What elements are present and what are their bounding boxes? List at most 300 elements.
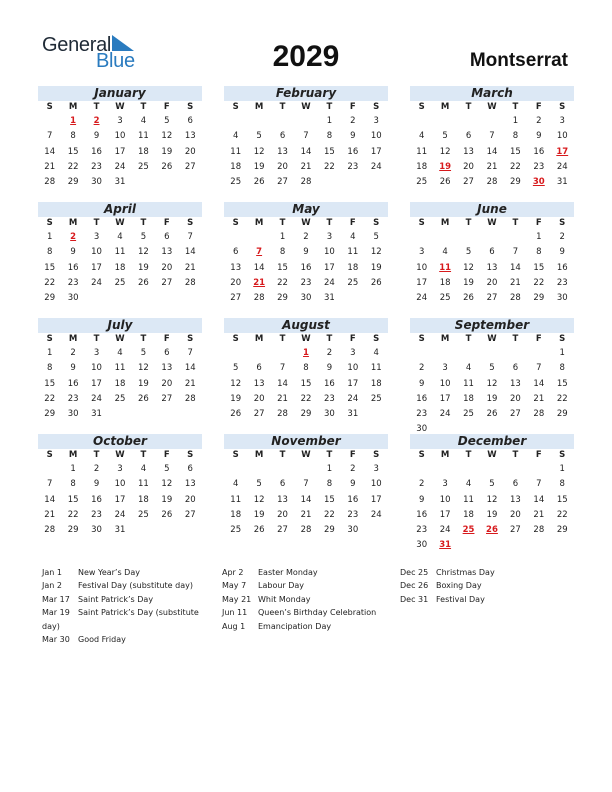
day-cell: 28 bbox=[509, 293, 521, 304]
day-cell: 1 bbox=[47, 232, 53, 242]
day-cell: 25 bbox=[370, 393, 382, 404]
holiday-name: Queen’s Birthday Celebration bbox=[258, 608, 377, 618]
day-cell: 2 bbox=[303, 232, 309, 242]
day-cell: 9 bbox=[419, 378, 425, 389]
day-cell: 21 bbox=[44, 161, 56, 172]
holiday-day-cell: 7 bbox=[256, 247, 263, 258]
week-row bbox=[38, 261, 202, 276]
day-cell bbox=[132, 407, 155, 422]
holiday-day-cell: 2 bbox=[70, 232, 77, 242]
day-cell: 18 bbox=[114, 378, 126, 389]
day-cell: 5 bbox=[489, 363, 495, 374]
day-cell: 3 bbox=[117, 464, 123, 474]
holiday-day-cell: 1 bbox=[303, 348, 309, 358]
country-name: Montserrat bbox=[469, 50, 568, 71]
day-cell: 24 bbox=[416, 293, 428, 304]
week-row bbox=[224, 129, 388, 144]
weekday-label: S bbox=[559, 102, 566, 112]
day-cell: 10 bbox=[439, 494, 451, 505]
weekday-label: S bbox=[187, 102, 194, 112]
day-cell: 10 bbox=[347, 363, 359, 374]
day-cell: 10 bbox=[323, 247, 335, 258]
week-row bbox=[410, 245, 574, 260]
day-cell: 12 bbox=[253, 146, 265, 157]
weekday-header-row bbox=[38, 101, 202, 114]
day-cell: 8 bbox=[279, 247, 286, 258]
weekday-label: M bbox=[440, 334, 450, 344]
weekday-label: T bbox=[93, 450, 100, 460]
day-cell: 31 bbox=[114, 525, 126, 536]
day-cell: 19 bbox=[161, 146, 173, 157]
day-cell: 31 bbox=[91, 409, 102, 420]
day-cell bbox=[504, 538, 527, 553]
day-cell: 1 bbox=[70, 464, 76, 474]
day-cell: 23 bbox=[347, 509, 359, 520]
weekday-label: S bbox=[418, 450, 425, 460]
day-cell: 14 bbox=[300, 146, 312, 157]
weekday-label: F bbox=[163, 450, 170, 460]
day-cell: 7 bbox=[279, 363, 286, 374]
day-cell bbox=[224, 346, 247, 361]
day-cell: 27 bbox=[486, 293, 498, 304]
day-cell: 16 bbox=[347, 146, 359, 157]
day-cell: 12 bbox=[486, 494, 498, 505]
day-cell: 20 bbox=[277, 509, 288, 520]
day-cell: 16 bbox=[556, 262, 568, 273]
weekday-label: S bbox=[418, 218, 425, 228]
day-cell bbox=[271, 114, 294, 129]
day-cell: 22 bbox=[44, 277, 56, 288]
weekday-label: W bbox=[115, 450, 125, 460]
day-cell bbox=[433, 462, 456, 477]
day-cell: 4 bbox=[465, 479, 472, 490]
holiday-date: Apr 2 bbox=[222, 568, 244, 577]
day-cell: 20 bbox=[161, 262, 173, 273]
month-may bbox=[224, 202, 388, 306]
day-cell: 31 bbox=[347, 409, 359, 420]
day-cell: 28 bbox=[486, 177, 498, 188]
week-row bbox=[224, 462, 388, 477]
weekday-label: F bbox=[535, 334, 542, 344]
holiday-date: Jan 2 bbox=[42, 581, 62, 591]
day-cell: 11 bbox=[370, 363, 382, 374]
day-cell: 22 bbox=[300, 393, 312, 404]
day-cell bbox=[480, 462, 503, 477]
weekday-label: W bbox=[301, 334, 311, 344]
day-cell: 15 bbox=[300, 378, 312, 389]
day-cell: 6 bbox=[164, 232, 170, 242]
day-cell: 11 bbox=[230, 494, 242, 505]
day-cell: 14 bbox=[44, 146, 56, 157]
day-cell: 13 bbox=[463, 146, 474, 157]
day-cell bbox=[341, 175, 364, 190]
day-cell: 26 bbox=[439, 177, 451, 188]
day-cell: 14 bbox=[44, 494, 56, 505]
day-cell: 18 bbox=[137, 146, 149, 157]
day-cell: 30 bbox=[300, 293, 312, 304]
day-cell: 9 bbox=[350, 131, 356, 142]
month-title: February bbox=[224, 86, 388, 101]
weekday-label: T bbox=[140, 102, 147, 112]
day-cell bbox=[155, 407, 178, 422]
day-cell: 19 bbox=[161, 494, 173, 505]
weekday-label: F bbox=[163, 218, 170, 228]
day-cell: 30 bbox=[323, 409, 335, 420]
holiday-date: Dec 25 bbox=[400, 568, 429, 577]
weekday-header-row bbox=[38, 449, 202, 462]
week-row bbox=[38, 145, 202, 160]
holiday-date: Dec 31 bbox=[400, 594, 429, 604]
day-cell bbox=[38, 462, 61, 477]
day-cell: 1 bbox=[326, 464, 333, 474]
week-row bbox=[410, 392, 574, 407]
day-cell: 29 bbox=[556, 409, 568, 420]
day-cell: 27 bbox=[253, 409, 265, 420]
weekday-label: W bbox=[487, 450, 497, 460]
day-cell bbox=[224, 462, 247, 477]
day-cell: 24 bbox=[556, 161, 568, 172]
day-cell: 13 bbox=[509, 378, 521, 389]
day-cell: 13 bbox=[277, 146, 288, 157]
month-october bbox=[38, 434, 202, 538]
day-cell: 24 bbox=[439, 525, 451, 536]
weekday-label: M bbox=[68, 450, 78, 460]
day-cell: 27 bbox=[184, 509, 196, 520]
week-row bbox=[410, 493, 574, 508]
day-cell: 23 bbox=[67, 393, 79, 404]
day-cell: 9 bbox=[559, 247, 565, 258]
weekday-label: T bbox=[326, 102, 333, 112]
day-cell: 28 bbox=[184, 393, 196, 404]
weekday-label: T bbox=[326, 450, 333, 460]
day-cell: 9 bbox=[93, 131, 100, 142]
day-cell: 12 bbox=[463, 262, 474, 273]
day-cell: 3 bbox=[559, 116, 565, 126]
day-cell: 4 bbox=[233, 479, 239, 490]
day-cell: 10 bbox=[91, 247, 102, 258]
day-cell: 15 bbox=[67, 494, 79, 505]
week-row bbox=[224, 361, 388, 376]
month-title: May bbox=[224, 202, 388, 217]
day-cell: 25 bbox=[230, 525, 242, 536]
holiday-name: Easter Monday bbox=[258, 568, 318, 577]
day-cell: 9 bbox=[70, 247, 76, 258]
day-cell: 15 bbox=[67, 146, 79, 157]
month-title: August bbox=[224, 318, 388, 333]
day-cell: 3 bbox=[350, 348, 356, 358]
weekday-label: W bbox=[301, 450, 311, 460]
holiday-date: Mar 30 bbox=[42, 635, 70, 645]
day-cell: 1 bbox=[512, 116, 519, 126]
day-cell: 24 bbox=[370, 509, 382, 520]
weekday-label: F bbox=[163, 334, 170, 344]
day-cell: 9 bbox=[350, 479, 356, 490]
day-cell: 8 bbox=[536, 247, 542, 258]
day-cell: 29 bbox=[44, 293, 56, 304]
holiday-entry bbox=[400, 579, 495, 592]
holiday-name: Whit Monday bbox=[258, 594, 311, 604]
week-row bbox=[38, 377, 202, 392]
weekday-header-row bbox=[410, 449, 574, 462]
day-cell bbox=[410, 346, 433, 361]
day-cell: 19 bbox=[253, 509, 265, 520]
day-cell: 8 bbox=[70, 131, 76, 142]
day-cell: 24 bbox=[114, 509, 126, 520]
day-cell: 28 bbox=[533, 409, 545, 420]
day-cell: 11 bbox=[114, 363, 126, 374]
day-cell: 16 bbox=[416, 509, 428, 520]
day-cell bbox=[480, 346, 503, 361]
day-cell bbox=[132, 175, 155, 190]
month-july bbox=[38, 318, 202, 422]
day-cell: 10 bbox=[114, 131, 126, 142]
day-cell: 22 bbox=[509, 161, 521, 172]
week-row bbox=[38, 129, 202, 144]
week-row bbox=[38, 245, 202, 260]
week-row bbox=[410, 175, 574, 190]
day-cell: 30 bbox=[556, 293, 568, 304]
day-cell: 11 bbox=[137, 131, 149, 142]
day-cell: 8 bbox=[512, 131, 519, 142]
day-cell: 17 bbox=[91, 262, 102, 273]
day-cell: 16 bbox=[300, 262, 312, 273]
weekday-label: T bbox=[279, 218, 286, 228]
day-cell: 11 bbox=[347, 247, 359, 258]
week-row bbox=[410, 129, 574, 144]
day-cell: 12 bbox=[137, 247, 149, 258]
day-cell: 28 bbox=[44, 177, 56, 188]
holiday-entry bbox=[222, 593, 376, 606]
day-cell: 30 bbox=[67, 409, 79, 420]
day-cell: 23 bbox=[416, 409, 428, 420]
day-cell: 1 bbox=[559, 464, 565, 474]
day-cell: 15 bbox=[44, 262, 56, 273]
day-cell: 27 bbox=[509, 525, 521, 536]
week-row bbox=[410, 261, 574, 276]
day-cell: 17 bbox=[114, 146, 126, 157]
day-cell: 7 bbox=[303, 131, 309, 142]
week-row bbox=[38, 493, 202, 508]
day-cell: 27 bbox=[509, 409, 521, 420]
day-cell: 14 bbox=[277, 378, 288, 389]
holiday-date: Dec 26 bbox=[400, 581, 429, 591]
holiday-entry bbox=[42, 620, 199, 633]
day-cell: 21 bbox=[300, 509, 312, 520]
day-cell bbox=[271, 346, 294, 361]
day-cell: 13 bbox=[161, 363, 173, 374]
day-cell bbox=[155, 291, 178, 306]
day-cell: 17 bbox=[347, 378, 359, 389]
week-row bbox=[38, 392, 202, 407]
day-cell: 19 bbox=[253, 161, 265, 172]
day-cell: 19 bbox=[370, 262, 382, 273]
day-cell: 13 bbox=[486, 262, 498, 273]
weekday-label: F bbox=[349, 218, 356, 228]
day-cell: 10 bbox=[439, 378, 451, 389]
day-cell: 17 bbox=[439, 393, 451, 404]
day-cell: 6 bbox=[465, 131, 472, 142]
day-cell: 30 bbox=[416, 424, 428, 435]
week-row bbox=[38, 407, 202, 422]
weekday-label: F bbox=[535, 102, 542, 112]
day-cell: 12 bbox=[161, 479, 173, 490]
day-cell: 3 bbox=[419, 247, 425, 258]
day-cell: 6 bbox=[279, 479, 286, 490]
weekday-label: W bbox=[487, 334, 497, 344]
day-cell bbox=[318, 175, 341, 190]
day-cell: 1 bbox=[559, 348, 565, 358]
holiday-day-cell: 26 bbox=[486, 525, 498, 536]
week-row bbox=[38, 523, 202, 538]
holiday-date: Jun 11 bbox=[222, 608, 248, 618]
weekday-label: W bbox=[115, 218, 125, 228]
week-row bbox=[38, 114, 202, 129]
day-cell: 13 bbox=[509, 494, 521, 505]
day-cell: 24 bbox=[114, 161, 126, 172]
day-cell: 31 bbox=[114, 177, 126, 188]
day-cell: 4 bbox=[373, 348, 379, 358]
day-cell bbox=[504, 462, 527, 477]
weekday-label: T bbox=[512, 334, 519, 344]
holiday-date: Jan 1 bbox=[42, 568, 62, 577]
day-cell: 3 bbox=[93, 348, 100, 358]
weekday-header-row bbox=[410, 333, 574, 346]
holiday-day-cell: 21 bbox=[253, 277, 266, 288]
day-cell: 3 bbox=[93, 232, 100, 242]
day-cell: 7 bbox=[536, 363, 542, 374]
weekday-label: S bbox=[46, 450, 53, 460]
holiday-entry bbox=[42, 593, 199, 606]
day-cell: 5 bbox=[256, 131, 262, 142]
weekday-label: W bbox=[487, 102, 497, 112]
weekday-label: W bbox=[115, 334, 125, 344]
holiday-date: Aug 1 bbox=[222, 621, 246, 631]
day-cell: 20 bbox=[463, 161, 474, 172]
day-cell: 18 bbox=[230, 161, 242, 172]
week-row bbox=[410, 523, 574, 538]
day-cell: 17 bbox=[439, 509, 451, 520]
day-cell: 28 bbox=[300, 177, 312, 188]
day-cell: 10 bbox=[91, 363, 102, 374]
weekday-label: F bbox=[349, 334, 356, 344]
weekday-label: S bbox=[46, 102, 53, 112]
day-cell: 6 bbox=[512, 479, 519, 490]
weekday-label: T bbox=[140, 450, 147, 460]
day-cell bbox=[457, 230, 480, 245]
day-cell: 20 bbox=[277, 161, 288, 172]
day-cell: 16 bbox=[91, 146, 102, 157]
week-row bbox=[224, 346, 388, 361]
day-cell bbox=[433, 230, 456, 245]
day-cell: 21 bbox=[277, 393, 288, 404]
day-cell: 17 bbox=[370, 146, 382, 157]
day-cell: 3 bbox=[326, 232, 333, 242]
day-cell: 21 bbox=[509, 277, 521, 288]
day-cell: 13 bbox=[230, 262, 242, 273]
day-cell: 22 bbox=[67, 161, 79, 172]
day-cell: 7 bbox=[47, 479, 53, 490]
weekday-header-row bbox=[224, 101, 388, 114]
day-cell: 31 bbox=[556, 177, 568, 188]
day-cell: 25 bbox=[416, 177, 428, 188]
day-cell: 24 bbox=[370, 161, 382, 172]
week-row bbox=[410, 361, 574, 376]
day-cell: 15 bbox=[509, 146, 521, 157]
day-cell: 21 bbox=[533, 393, 545, 404]
day-cell: 17 bbox=[370, 494, 382, 505]
day-cell: 6 bbox=[187, 464, 193, 474]
week-row bbox=[38, 346, 202, 361]
weekday-header-row bbox=[410, 101, 574, 114]
holiday-name: Boxing Day bbox=[436, 581, 482, 591]
day-cell: 19 bbox=[486, 509, 498, 520]
holiday-entry bbox=[42, 633, 199, 646]
weekday-label: T bbox=[326, 334, 333, 344]
day-cell: 16 bbox=[347, 494, 359, 505]
day-cell bbox=[527, 538, 550, 553]
day-cell: 13 bbox=[253, 378, 265, 389]
week-row bbox=[224, 145, 388, 160]
holiday-day-cell: 11 bbox=[439, 262, 452, 273]
day-cell: 2 bbox=[326, 348, 333, 358]
weekday-label: S bbox=[187, 450, 194, 460]
holiday-name: day) bbox=[42, 621, 60, 631]
day-cell: 5 bbox=[164, 116, 170, 126]
day-cell: 22 bbox=[556, 393, 568, 404]
holiday-day-cell: 30 bbox=[532, 177, 545, 188]
day-cell: 18 bbox=[463, 393, 474, 404]
day-cell: 6 bbox=[164, 348, 170, 358]
day-cell: 1 bbox=[47, 348, 53, 358]
day-cell: 29 bbox=[67, 525, 79, 536]
day-cell: 14 bbox=[533, 378, 545, 389]
weekday-label: F bbox=[349, 450, 356, 460]
weekday-header-row bbox=[410, 217, 574, 230]
day-cell: 20 bbox=[509, 509, 521, 520]
day-cell: 28 bbox=[253, 293, 265, 304]
month-title: January bbox=[38, 86, 202, 101]
holiday-name: Festival Day bbox=[436, 594, 485, 604]
week-row bbox=[410, 276, 574, 291]
day-cell: 3 bbox=[373, 464, 379, 474]
day-cell: 27 bbox=[230, 293, 242, 304]
day-cell: 26 bbox=[137, 393, 149, 404]
week-row bbox=[38, 160, 202, 175]
week-row bbox=[38, 508, 202, 523]
month-april bbox=[38, 202, 202, 306]
day-cell: 25 bbox=[137, 161, 149, 172]
weekday-label: S bbox=[232, 334, 239, 344]
day-cell: 29 bbox=[67, 177, 79, 188]
day-cell: 10 bbox=[370, 131, 382, 142]
day-cell: 21 bbox=[184, 378, 196, 389]
day-cell: 30 bbox=[67, 293, 79, 304]
week-row bbox=[410, 477, 574, 492]
day-cell: 5 bbox=[140, 232, 147, 242]
week-row bbox=[38, 276, 202, 291]
month-title: November bbox=[224, 434, 388, 449]
day-cell bbox=[271, 462, 294, 477]
day-cell: 8 bbox=[326, 131, 333, 142]
week-row bbox=[410, 145, 574, 160]
weekday-label: T bbox=[326, 218, 333, 228]
weekday-label: M bbox=[68, 102, 78, 112]
holiday-name: Emancipation Day bbox=[258, 621, 332, 631]
day-cell bbox=[132, 291, 155, 306]
day-cell: 3 bbox=[442, 479, 448, 490]
day-cell bbox=[365, 407, 388, 422]
day-cell: 28 bbox=[184, 277, 196, 288]
